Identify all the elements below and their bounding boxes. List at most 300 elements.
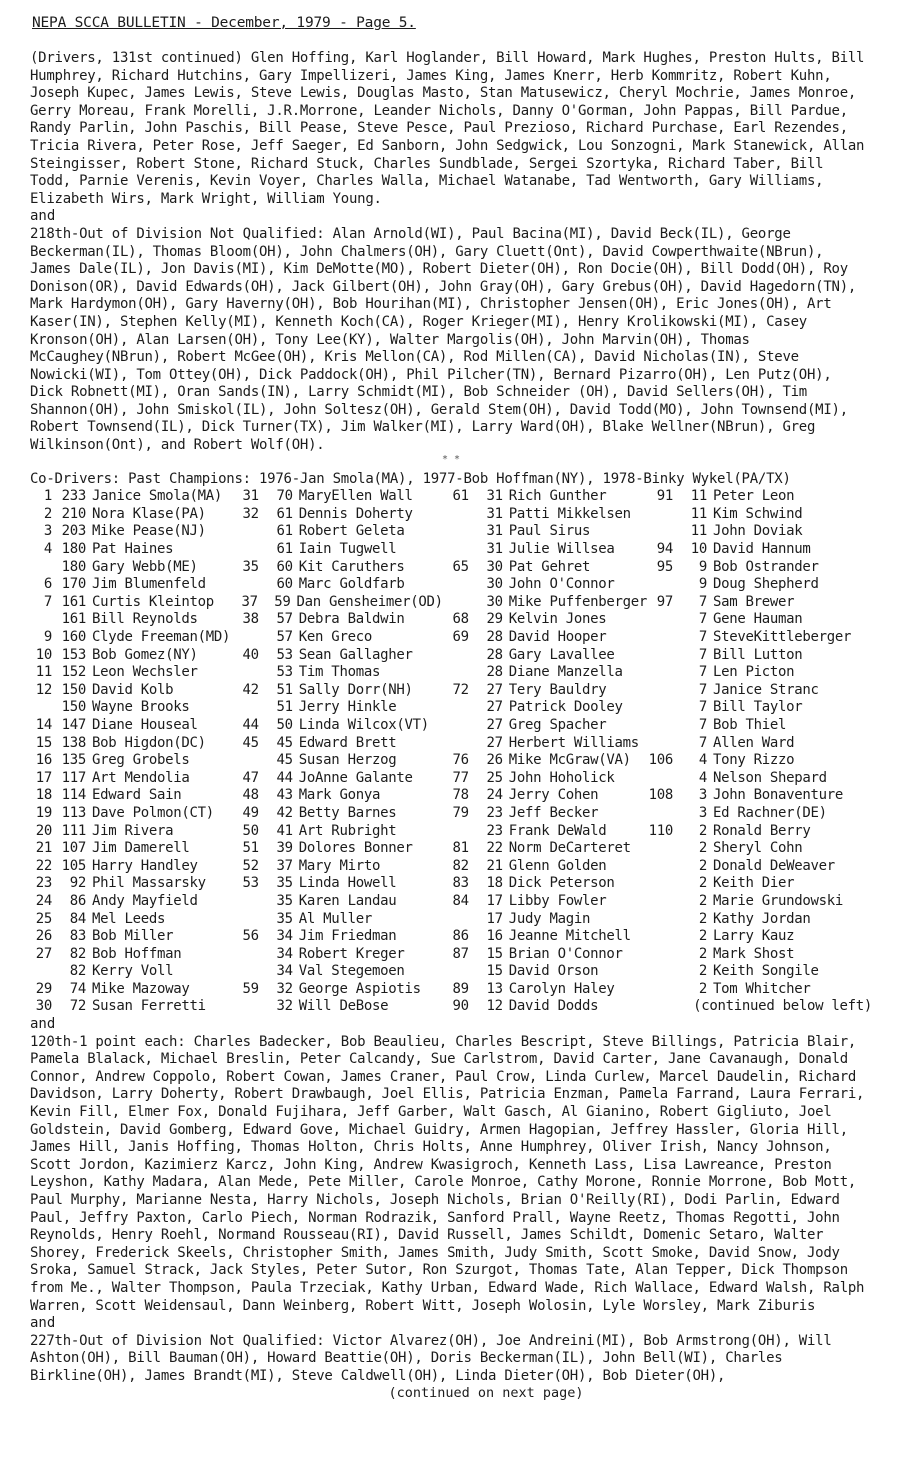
standings-row (647, 576, 872, 594)
standings-name: Bob Thiel (713, 716, 787, 733)
standings-rank (233, 576, 263, 594)
standings-row (233, 893, 443, 911)
standings-row (647, 629, 872, 647)
standings-rank: 18 (35, 787, 52, 804)
standings-name: John Doviak (713, 523, 803, 540)
standings-name: Wayne Brooks (92, 699, 190, 716)
standings-rank (233, 664, 263, 682)
standings-points: 25 (486, 769, 503, 786)
standings-rank: 59 (242, 980, 259, 997)
standings-row (443, 488, 647, 506)
standings-name: Leon Wechsler (92, 664, 198, 681)
standings-row (30, 981, 233, 999)
standings-rank (647, 523, 677, 541)
standings-rank: 21 (35, 840, 52, 857)
standings-row (233, 699, 443, 717)
standings-name: David Hooper (508, 629, 607, 645)
standings-name: George Aspiotis (298, 980, 421, 997)
standings-rank: 29 (35, 980, 52, 997)
standings-points: 18 (486, 875, 503, 892)
standings-row (647, 717, 872, 735)
standings-rank: 4 (43, 541, 52, 558)
standings-points: 24 (486, 787, 503, 804)
standings-name: Mike Pease(NJ) (92, 523, 206, 540)
standings-name: Gary Webb(ME) (92, 558, 198, 575)
standings-column-2 (233, 488, 443, 1016)
standings-name: Sheryl Cohn (713, 840, 803, 857)
standings-name: Bob Ostrander (713, 558, 819, 575)
standings-name: Linda Wilcox(VT) (298, 716, 429, 733)
standings-points: 34 (276, 928, 293, 945)
and-connector: and (30, 1016, 56, 1033)
standings-rank: 83 (452, 875, 469, 892)
standings-points: 22 (486, 840, 503, 857)
standings-name: SteveKittleberger (713, 629, 852, 645)
standings-row (443, 998, 647, 1016)
standings-row (233, 488, 443, 506)
standings-name: Jim Rivera (92, 822, 174, 839)
standings-name: Andy Mayfield (92, 892, 198, 909)
standings-name: Mark Gonya (298, 787, 381, 804)
standings-rank: 2 (43, 505, 52, 522)
standings-rank (647, 699, 677, 717)
standings-points: 2 (698, 945, 707, 962)
standings-rank (233, 893, 263, 911)
standings-row (233, 770, 443, 788)
standings-rank: 10 (35, 646, 52, 663)
codrivers-227th-list: 227th-Out of Division Not Qualified: Victor Alvarez(OH), Joe Andreini(MI), Bob Armstrong(OH), Will Ashton(OH), Bill Bauman(OH), Howard Beattie(OH), Doris Beckerman(IL), John Bell(WI), Charles Birkline(OH), James Brandt(MI), Steve Caldwell(OH), Linda Dieter(OH), Bob Dieter(OH), (30, 1332, 832, 1384)
standings-row (443, 963, 647, 981)
standings-points: 17 (486, 892, 503, 909)
standings-name: Pat Haines (92, 541, 174, 558)
standings-name: Mike Puffenberger (508, 593, 647, 610)
standings-row (30, 594, 233, 612)
standings-rank: 52 (242, 857, 259, 874)
standings-row (233, 823, 443, 841)
standings-row (233, 506, 443, 524)
drivers-218th-list: 218th-Out of Division Not Qualified: Alan Arnold(WI), Paul Bacina(MI), David Beck(IL), George Beckerman(IL), Thomas Bloom(OH), John Chalmers(OH), Gary Cluett(Ont), David Cowperthwaite(NBrun), James Dale(IL), Jon Davis(MI), Kim DeMotte(MO), Robert Dieter(OH), Ron Docie(OH), Bill Dodd(OH), Roy Donison(OR), David Edwards(OH), Jack Gilbert(OH), John Gray(OH), Gary Grebus(OH), David Hagedorn(TN), Mark Hardymon(OH), Gary Haverny(OH), Bob Hourihan(MI), Christopher Jensen(OH), Eric Jones(OH), Art Kaser(IN), Stephen Kelly(MI), Kenneth Koch(CA), Roger Krieger(MI), Henry Krolikowski(MI), Casey Kronson(OH), Alan Larsen(OH), Tony Lee(KY), Walter Margolis(OH), John Marvin(OH), Thomas McCaughey(NBrun), Robert McGee(OH), Kris Mellon(CA), Rod Millen(CA), David Nicholas(IN), Steve Nowicki(WI), Tom Ottey(OH), Dick Paddock(OH), Phil Pilcher(TN), Bernard Pizarro(OH), Len Putz(OH), Dick Robnett(MI), Oran Sands(IN), Larry Schmidt(MI), Bob Schneider (OH), David Sellers(OH), Tim Shannon(OH), John Smiskol(IL), John Soltesz(OH), Gerald Stem(OH), David Todd(MO), John Townsend(MI), Robert Townsend(IL), Dick Turner(TX), Jim Walker(MI), Larry Ward(OH), Blake Wellner(NBrun), Greg Wilkinson(Ont), and Robert Wolf(OH). (30, 225, 857, 454)
standings-points: 117 (61, 769, 86, 786)
standings-points: 11 (690, 488, 707, 505)
standings-name: Janice Smola(MA) (92, 488, 223, 505)
standings-rank (443, 506, 473, 524)
standings-rank: 27 (35, 945, 52, 962)
standings-row (647, 840, 872, 858)
standings-column-1 (30, 488, 233, 1016)
standings-rank: 69 (452, 629, 469, 645)
standings-rank (647, 629, 677, 647)
standings-rank (443, 699, 473, 717)
standings-points: 70 (276, 488, 293, 505)
standings-name: (continued below left) (693, 998, 872, 1015)
standings-row (30, 629, 233, 647)
standings-name: Jim Friedman (298, 928, 397, 945)
standings-points: 2 (698, 875, 707, 892)
standings-row (647, 523, 872, 541)
standings-rank (647, 875, 677, 893)
standings-rank (647, 893, 677, 911)
standings-points: 84 (69, 910, 86, 927)
standings-points: 30 (486, 593, 503, 610)
standings-name: Tery Bauldry (508, 681, 607, 698)
standings-row (233, 981, 443, 999)
standings-row (30, 911, 233, 929)
standings-points: 7 (698, 664, 707, 681)
standings-rank (647, 735, 677, 753)
standings-row (233, 946, 443, 964)
standings-rank: 7 (43, 593, 52, 610)
standings-name: Kim Schwind (713, 505, 803, 522)
standings-rank: 53 (242, 875, 259, 892)
standings-row (647, 488, 872, 506)
standings-points: 2 (698, 928, 707, 945)
standings-row (30, 770, 233, 788)
standings-points: 83 (69, 928, 86, 945)
standings-row (30, 559, 233, 577)
standings-rank: 15 (35, 734, 52, 751)
standings-rank: 84 (452, 892, 469, 909)
standings-row (30, 946, 233, 964)
standings-name: Jeanne Mitchell (508, 928, 631, 945)
standings-row (443, 840, 647, 858)
standings-row (30, 664, 233, 682)
standings-points: 12 (486, 998, 503, 1015)
standings-row (647, 664, 872, 682)
standings-rank: 3 (43, 523, 52, 540)
standings-row (647, 559, 872, 577)
standings-points: 51 (276, 681, 293, 698)
standings-row (647, 735, 872, 753)
drivers-131st-list: (Drivers, 131st continued) Glen Hoffing, Karl Hoglander, Bill Howard, Mark Hughes, Preston Hults, Bill Humphrey, Richard Hutchins, Gary Impellizeri, James King, James Knerr, Herb Kommritz, Robert Kuhn, Joseph Kupec, James Lewis, Steve Lewis, Douglas Masto, Stan Matusewicz, Cheryl Mochrie, James Monroe, Gerry Moreau, Frank Morelli, J.R.Morrone, Leander Nichols, Danny O'Gorman, John Pappas, Bill Pardue, Randy Parlin, John Paschis, Bill Pease, Steve Pesce, Paul Prezioso, Richard Purchase, Earl Rezendes, Tricia Rivera, Peter Rose, Jeff Saeger, Ed Sanborn, John Sedgwick, Lou Sonzogni, Mark Stanewick, Allan Steingisser, Robert Stone, Richard Stuck, Charles Sundblade, Sergei Szortyka, Richard Taber, Bill Todd, Parnie Verenis, Kevin Voyer, Charles Walla, Michael Watanabe, Tad Wentworth, Gary Williams, Elizabeth Wirs, Mark Wright, William Young. (30, 50, 865, 207)
codrivers-120th-list: 120th-1 point each: Charles Badecker, Bob Beaulieu, Charles Bescript, Steve Billings, Patricia Blair, Pamela Blalack, Michael Breslin, Peter Calcandy, Sue Carlstrom, David Carter, Jane Cavanaugh, Donald Connor, Andrew Coppolo, Robert Cowan, James Craner, Paul Crow, Linda Curlew, Marcel Daudelin, Richard Davidson, Larry Doherty, Robert Drawbaugh, Joel Ellis, Patricia Enzman, Pamela Farrand, Laura Ferrari, Kevin Fill, Elmer Fox, Donald Fujihara, Jeff Garber, Walt Gasch, Al Gianino, Robert Gigliuto, Joel Goldstein, David Gomberg, Edward Gove, Michael Guidry, Armen Hagopian, Jeffrey Hassler, Gloria Hill, James Hill, Janis Hoffing, Thomas Holton, Chris Holts, Anne Humphrey, Oliver Irish, Nancy Johnson, Scott Jordon, Kazimierz Karcz, John King, Andrew Kwasigroch, Kenneth Lass, Lisa Lawreance, Preston Leyshon, Kathy Madara, Alan Mede, Pete Miller, Carole Monroe, Cathy Morone, Ronnie Morrone, Bob Mott, Paul Murphy, Marianne Nesta, Harry Nichols, Joseph Nichols, Brian O'Reilly(RI), Dodi Parlin, Edward Paul, Jeffry Paxton, Carlo Piech, Norman Rodrazik, Sanford Prall, Wayne Reetz, Thomas Regotti, John Reynolds, Henry Roehl, Normand Rousseau(RI), David Russell, James Schildt, Domenic Setaro, Walter Shorey, Frederick Skeels, Christopher Smith, James Smith, Judy Smith, Scott Smoke, David Snow, Jody Sroka, Samuel Strack, Jack Styles, Peter Sutor, Ron Szurgot, Thomas Tate, Alan Tepper, Dick Thompson from Me., Walter Thompson, Paula Trzeciak, Kathy Urban, Edward Wade, Rich Wallace, Edward Walsh, Ralph Warren, Scott Weidensaul, Dann Weinberg, Robert Witt, Joseph Wolosin, Lyle Worsley, Mark Ziburis (30, 1033, 865, 1314)
standings-rank (233, 629, 263, 647)
standings-points: 31 (486, 541, 503, 558)
standings-rank: 90 (452, 998, 469, 1015)
standings-name: Edward Sain (92, 787, 182, 804)
standings-rank (443, 523, 473, 541)
standings-rank (30, 559, 56, 577)
standings-row (647, 981, 872, 999)
standings-rank: 51 (242, 840, 259, 857)
standings-points: 32 (276, 998, 293, 1015)
standings-name: Tim Thomas (298, 664, 381, 681)
standings-points: 61 (276, 541, 293, 558)
standings-row (647, 506, 872, 524)
standings-rank (443, 541, 473, 559)
standings-row (647, 946, 872, 964)
standings-row (233, 963, 443, 981)
standings-name: Dolores Bonner (298, 840, 413, 857)
standings-row (30, 963, 233, 981)
standings-name: Will DeBose (298, 998, 389, 1015)
standings-points: 27 (486, 681, 503, 698)
standings-rank (30, 963, 56, 981)
standings-row (647, 805, 872, 823)
standings-name: Bob Miller (92, 928, 174, 945)
standings-name: Paul Sirus (508, 523, 591, 540)
standings-name: Sean Gallagher (298, 646, 413, 663)
standings-row (30, 717, 233, 735)
standings-row (443, 594, 647, 612)
standings-row (647, 858, 872, 876)
standings-row (647, 699, 872, 717)
standings-name: Dave Polmon(CT) (92, 804, 214, 821)
standings-row (233, 875, 443, 893)
standings-points: 61 (276, 505, 293, 522)
standings-name: Patrick Dooley (508, 699, 623, 716)
standings-rank: 45 (242, 734, 259, 751)
standings-name: Larry Kauz (713, 928, 795, 945)
standings-rank: 65 (452, 558, 469, 575)
standings-row (647, 911, 872, 929)
standings-name: Edward Brett (298, 734, 397, 751)
standings-points: 21 (486, 857, 503, 874)
standings-row (30, 998, 233, 1016)
standings-points: 57 (276, 629, 293, 645)
standings-row (647, 787, 872, 805)
standings-points: 41 (276, 822, 293, 839)
standings-row (647, 752, 872, 770)
standings-points: 105 (61, 857, 86, 874)
standings-points: 180 (61, 541, 86, 558)
standings-name: Val Stegemoen (298, 963, 405, 980)
standings-points: 7 (698, 611, 707, 628)
standings-row (647, 998, 872, 1016)
standings-points: 31 (486, 488, 503, 505)
standings-rank: 87 (452, 945, 469, 962)
standings-column-4 (647, 488, 872, 1016)
standings-points: 32 (276, 980, 293, 997)
standings-name: Art Mendolia (92, 769, 190, 786)
standings-name: David Orson (508, 963, 599, 980)
standings-name: Ronald Berry (713, 822, 811, 839)
standings-rank: 79 (452, 804, 469, 821)
standings-rank (647, 840, 677, 858)
standings-rank (647, 998, 668, 1016)
standings-rank (647, 611, 677, 629)
standings-row (443, 735, 647, 753)
standings-row (443, 893, 647, 911)
standings-points: 7 (698, 646, 707, 663)
standings-name: Gary Lavallee (508, 646, 615, 663)
standings-rank: 9 (43, 629, 52, 645)
standings-name: Mark Shost (713, 945, 795, 962)
standings-rank (233, 752, 263, 770)
standings-points: 57 (276, 611, 293, 628)
standings-rank (647, 506, 677, 524)
standings-row (443, 911, 647, 929)
standings-points: 37 (276, 857, 293, 874)
standings-points: 150 (61, 699, 86, 716)
standings-rank (647, 682, 677, 700)
standings-rank: 47 (242, 769, 259, 786)
standings-points: 2 (698, 857, 707, 874)
standings-name: Greg Spacher (508, 716, 607, 733)
standings-row (443, 717, 647, 735)
standings-row (233, 576, 443, 594)
standings-name: Nora Klase(PA) (92, 505, 206, 522)
standings-points: 113 (61, 804, 86, 821)
standings-points: 34 (276, 963, 293, 980)
standings-points: 28 (486, 629, 503, 645)
standings-name: Gene Hauman (713, 611, 803, 628)
standings-points (668, 998, 693, 1016)
standings-points: 2 (698, 980, 707, 997)
standings-rank (443, 594, 473, 612)
standings-row (30, 699, 233, 717)
standings-rank (233, 541, 263, 559)
standings-rank (443, 963, 473, 981)
standings-name: Keith Songile (713, 963, 819, 980)
standings-name: Keith Dier (713, 875, 795, 892)
standings-points: 9 (698, 558, 707, 575)
standings-rank: 44 (242, 716, 259, 733)
standings-points: 82 (69, 945, 86, 962)
standings-points: 43 (276, 787, 293, 804)
standings-points: 11 (690, 505, 707, 522)
standings-name: Jim Blumenfeld (92, 576, 206, 593)
standings-points: 7 (698, 734, 707, 751)
standings-rank: 22 (35, 857, 52, 874)
standings-name: Judy Magin (508, 910, 591, 927)
standings-name: Bob Higdon(DC) (92, 734, 206, 751)
standings-points: 152 (61, 664, 86, 681)
standings-name: Bill Taylor (713, 699, 803, 716)
standings-name: Robert Kreger (298, 945, 405, 962)
standings-name: Susan Ferretti (92, 998, 206, 1015)
standings-name: Iain Tugwell (298, 541, 397, 558)
standings-row (233, 629, 443, 647)
standings-points: 17 (486, 910, 503, 927)
standings-row (443, 523, 647, 541)
standings-row (30, 506, 233, 524)
standings-points: 160 (61, 629, 86, 645)
standings-rank: 16 (35, 752, 52, 769)
standings-points: 29 (486, 611, 503, 628)
standings-rank (647, 647, 677, 665)
standings-rank: 23 (35, 875, 52, 892)
standings-points: 39 (276, 840, 293, 857)
standings-name: Dennis Doherty (298, 505, 413, 522)
standings-points: 2 (698, 963, 707, 980)
standings-row (233, 541, 443, 559)
standings-rank: 106 (648, 752, 673, 769)
standings-row (30, 488, 233, 506)
standings-row (30, 840, 233, 858)
standings-row (30, 647, 233, 665)
standings-points: 30 (486, 576, 503, 593)
standings-points: 16 (486, 928, 503, 945)
standings-name: Jim Damerell (92, 840, 190, 857)
standings-points: 10 (690, 541, 707, 558)
standings-row (443, 611, 647, 629)
standings-name: Debra Baldwin (298, 611, 405, 628)
standings-points: 170 (61, 576, 86, 593)
standings-points: 180 (61, 558, 86, 575)
standings-name: Susan Herzog (298, 752, 397, 769)
standings-points: 82 (69, 963, 86, 980)
standings-row (233, 717, 443, 735)
standings-rank: 24 (35, 892, 52, 909)
standings-name: Kathy Jordan (713, 910, 811, 927)
standings-name: Bob Hoffman (92, 945, 182, 962)
standings-rank: 48 (242, 787, 259, 804)
standings-points: 28 (486, 646, 503, 663)
standings-name: Tony Rizzo (713, 752, 795, 769)
standings-name: MaryEllen Wall (298, 488, 413, 505)
standings-row (30, 541, 233, 559)
standings-name: Libby Fowler (508, 892, 607, 909)
standings-row (443, 699, 647, 717)
standings-points: 15 (486, 945, 503, 962)
standings-points: 45 (276, 752, 293, 769)
standings-name: David Kolb (92, 681, 174, 698)
standings-row (443, 981, 647, 999)
standings-points: 50 (276, 716, 293, 733)
standings-rank: 6 (43, 576, 52, 593)
standings-name: Bill Lutton (713, 646, 803, 663)
standings-rank (647, 770, 677, 788)
standings-rank: 97 (656, 593, 673, 610)
page-header: NEPA SCCA BULLETIN - December, 1979 - Page 5. (32, 15, 416, 31)
standings-name: Diane Manzella (508, 664, 623, 681)
standings-rank (647, 858, 677, 876)
standings-row (647, 647, 872, 665)
standings-points: 35 (276, 892, 293, 909)
standings-points: 31 (486, 505, 503, 522)
standings-row (443, 752, 647, 770)
standings-points: 138 (61, 734, 86, 751)
codrivers-standings (30, 488, 872, 1016)
standings-points: 7 (698, 699, 707, 716)
standings-rank: 78 (452, 787, 469, 804)
standings-points: 45 (276, 734, 293, 751)
standings-row (443, 858, 647, 876)
standings-row (233, 911, 443, 929)
standings-rank (647, 911, 677, 929)
standings-rank: 37 (241, 593, 258, 610)
standings-name: Harry Handley (92, 857, 198, 874)
standings-row (647, 823, 872, 841)
standings-points: 7 (698, 629, 707, 645)
standings-name: Marc Goldfarb (298, 576, 405, 593)
standings-name: John Hoholick (508, 769, 615, 786)
standings-points: 3 (698, 804, 707, 821)
standings-row (443, 559, 647, 577)
standings-name: Clyde Freeman(MD) (92, 629, 231, 645)
standings-rank: 95 (656, 558, 673, 575)
standings-row (443, 770, 647, 788)
standings-row (233, 682, 443, 700)
standings-points: 203 (61, 523, 86, 540)
standings-row (30, 735, 233, 753)
standings-rank: 30 (35, 998, 52, 1015)
standings-name: Linda Howell (298, 875, 397, 892)
standings-points: 92 (69, 875, 86, 892)
standings-name: Frank DeWald (508, 822, 607, 839)
standings-name: Ed Rachner(DE) (713, 804, 827, 821)
standings-rank: 42 (242, 681, 259, 698)
standings-name: Len Picton (713, 664, 795, 681)
and-connector: and (30, 1315, 56, 1332)
standings-points: 61 (276, 523, 293, 540)
standings-rank: 17 (35, 769, 52, 786)
standings-points: 35 (276, 875, 293, 892)
standings-name: Art Rubright (298, 822, 397, 839)
standings-row (30, 752, 233, 770)
standings-points: 86 (69, 892, 86, 909)
standings-points: 107 (61, 840, 86, 857)
